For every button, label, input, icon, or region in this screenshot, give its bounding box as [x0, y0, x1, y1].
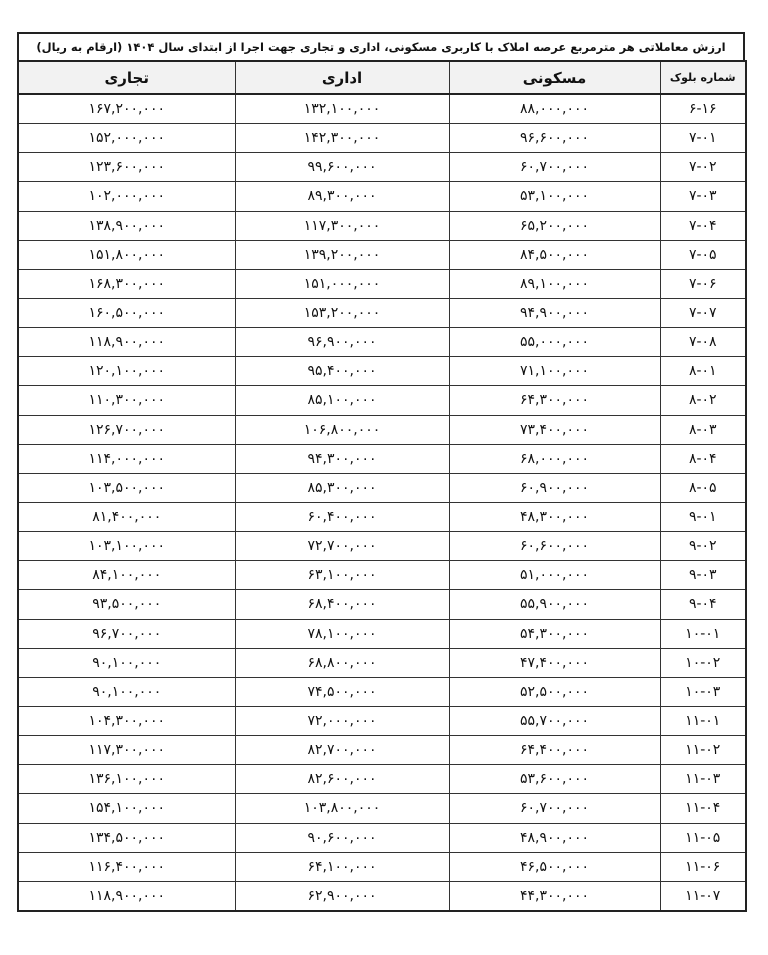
cell-office: ۶۸,۸۰۰,۰۰۰	[235, 648, 449, 677]
cell-residential: ۸۴,۵۰۰,۰۰۰	[449, 240, 660, 269]
cell-residential: ۶۰,۹۰۰,۰۰۰	[449, 473, 660, 502]
cell-commercial: ۹۶,۷۰۰,۰۰۰	[18, 619, 235, 648]
cell-block-number: ۷-۰۱	[660, 124, 746, 153]
cell-commercial: ۱۲۶,۷۰۰,۰۰۰	[18, 415, 235, 444]
cell-office: ۱۰۶,۸۰۰,۰۰۰	[235, 415, 449, 444]
cell-block-number: ۶-۱۶	[660, 94, 746, 124]
cell-block-number: ۹-۰۱	[660, 502, 746, 531]
table-row	[18, 357, 746, 386]
cell-block-number: ۱۰-۰۳	[660, 677, 746, 706]
cell-commercial: ۱۳۸,۹۰۰,۰۰۰	[18, 211, 235, 240]
cell-office: ۸۹,۳۰۰,۰۰۰	[235, 182, 449, 211]
cell-commercial: ۸۴,۱۰۰,۰۰۰	[18, 561, 235, 590]
table-row	[18, 590, 746, 619]
table-row	[18, 561, 746, 590]
cell-residential: ۷۳,۴۰۰,۰۰۰	[449, 415, 660, 444]
table-row	[18, 648, 746, 677]
cell-residential: ۶۰,۷۰۰,۰۰۰	[449, 153, 660, 182]
cell-residential: ۵۱,۰۰۰,۰۰۰	[449, 561, 660, 590]
cell-block-number: ۷-۰۲	[660, 153, 746, 182]
table-row	[18, 386, 746, 415]
cell-block-number: ۷-۰۳	[660, 182, 746, 211]
cell-office: ۱۳۹,۲۰۰,۰۰۰	[235, 240, 449, 269]
cell-commercial: ۱۲۰,۱۰۰,۰۰۰	[18, 357, 235, 386]
cell-commercial: ۱۱۶,۴۰۰,۰۰۰	[18, 852, 235, 881]
cell-commercial: ۱۳۶,۱۰۰,۰۰۰	[18, 765, 235, 794]
cell-office: ۹۹,۶۰۰,۰۰۰	[235, 153, 449, 182]
table-row	[18, 823, 746, 852]
cell-residential: ۴۸,۹۰۰,۰۰۰	[449, 823, 660, 852]
cell-block-number: ۱۱-۰۴	[660, 794, 746, 823]
cell-block-number: ۱۱-۰۱	[660, 706, 746, 735]
cell-residential: ۶۵,۲۰۰,۰۰۰	[449, 211, 660, 240]
cell-office: ۷۲,۰۰۰,۰۰۰	[235, 706, 449, 735]
valuation-sheet	[17, 32, 745, 912]
table-row	[18, 328, 746, 357]
cell-residential: ۹۶,۶۰۰,۰۰۰	[449, 124, 660, 153]
cell-residential: ۵۵,۹۰۰,۰۰۰	[449, 590, 660, 619]
table-row	[18, 736, 746, 765]
cell-commercial: ۱۱۷,۳۰۰,۰۰۰	[18, 736, 235, 765]
table-row	[18, 473, 746, 502]
table-row	[18, 269, 746, 298]
cell-residential: ۸۸,۰۰۰,۰۰۰	[449, 94, 660, 124]
cell-commercial: ۱۶۷,۲۰۰,۰۰۰	[18, 94, 235, 124]
cell-block-number: ۷-۰۶	[660, 269, 746, 298]
cell-commercial: ۱۵۲,۰۰۰,۰۰۰	[18, 124, 235, 153]
table-row	[18, 211, 746, 240]
cell-office: ۱۰۳,۸۰۰,۰۰۰	[235, 794, 449, 823]
cell-office: ۸۲,۷۰۰,۰۰۰	[235, 736, 449, 765]
cell-residential: ۶۰,۶۰۰,۰۰۰	[449, 532, 660, 561]
cell-commercial: ۱۶۸,۳۰۰,۰۰۰	[18, 269, 235, 298]
cell-commercial: ۱۱۸,۹۰۰,۰۰۰	[18, 328, 235, 357]
cell-commercial: ۱۰۲,۰۰۰,۰۰۰	[18, 182, 235, 211]
cell-office: ۱۵۱,۰۰۰,۰۰۰	[235, 269, 449, 298]
cell-commercial: ۱۵۱,۸۰۰,۰۰۰	[18, 240, 235, 269]
cell-block-number: ۹-۰۲	[660, 532, 746, 561]
cell-block-number: ۹-۰۳	[660, 561, 746, 590]
cell-block-number: ۷-۰۷	[660, 298, 746, 327]
cell-residential: ۹۴,۹۰۰,۰۰۰	[449, 298, 660, 327]
cell-commercial: ۱۲۳,۶۰۰,۰۰۰	[18, 153, 235, 182]
table-row	[18, 94, 746, 124]
cell-office: ۹۴,۳۰۰,۰۰۰	[235, 444, 449, 473]
table-row	[18, 677, 746, 706]
table-row	[18, 298, 746, 327]
cell-office: ۱۵۳,۲۰۰,۰۰۰	[235, 298, 449, 327]
cell-block-number: ۸-۰۴	[660, 444, 746, 473]
header-residential: مسکونی	[449, 61, 660, 94]
header-block-number: شماره بلوک	[660, 61, 746, 94]
table-row	[18, 153, 746, 182]
cell-commercial: ۹۳,۵۰۰,۰۰۰	[18, 590, 235, 619]
cell-residential: ۵۳,۶۰۰,۰۰۰	[449, 765, 660, 794]
cell-office: ۶۳,۱۰۰,۰۰۰	[235, 561, 449, 590]
cell-residential: ۵۳,۱۰۰,۰۰۰	[449, 182, 660, 211]
cell-residential: ۴۴,۳۰۰,۰۰۰	[449, 881, 660, 911]
cell-commercial: ۸۱,۴۰۰,۰۰۰	[18, 502, 235, 531]
cell-office: ۷۲,۷۰۰,۰۰۰	[235, 532, 449, 561]
cell-commercial: ۹۰,۱۰۰,۰۰۰	[18, 677, 235, 706]
cell-block-number: ۱۱-۰۷	[660, 881, 746, 911]
cell-office: ۹۵,۴۰۰,۰۰۰	[235, 357, 449, 386]
cell-residential: ۷۱,۱۰۰,۰۰۰	[449, 357, 660, 386]
table-row	[18, 881, 746, 911]
cell-residential: ۸۹,۱۰۰,۰۰۰	[449, 269, 660, 298]
cell-residential: ۵۵,۰۰۰,۰۰۰	[449, 328, 660, 357]
cell-commercial: ۱۱۴,۰۰۰,۰۰۰	[18, 444, 235, 473]
cell-block-number: ۸-۰۲	[660, 386, 746, 415]
cell-residential: ۴۸,۳۰۰,۰۰۰	[449, 502, 660, 531]
cell-block-number: ۷-۰۵	[660, 240, 746, 269]
cell-block-number: ۸-۰۱	[660, 357, 746, 386]
cell-block-number: ۱۱-۰۵	[660, 823, 746, 852]
valuation-table	[17, 60, 747, 912]
cell-office: ۹۰,۶۰۰,۰۰۰	[235, 823, 449, 852]
cell-residential: ۶۴,۳۰۰,۰۰۰	[449, 386, 660, 415]
table-row	[18, 182, 746, 211]
cell-office: ۶۲,۹۰۰,۰۰۰	[235, 881, 449, 911]
cell-residential: ۶۸,۰۰۰,۰۰۰	[449, 444, 660, 473]
cell-block-number: ۷-۰۸	[660, 328, 746, 357]
cell-block-number: ۹-۰۴	[660, 590, 746, 619]
cell-residential: ۴۷,۴۰۰,۰۰۰	[449, 648, 660, 677]
table-row	[18, 502, 746, 531]
header-office: اداری	[235, 61, 449, 94]
cell-block-number: ۸-۰۵	[660, 473, 746, 502]
table-row	[18, 706, 746, 735]
cell-commercial: ۹۰,۱۰۰,۰۰۰	[18, 648, 235, 677]
table-title: ارزش معاملاتی هر مترمربع عرصه املاک با کاربری مسکونی، اداری و تجاری جهت اجرا از ابتدای سال ۱۴۰۴ (ارقام به ریال)	[17, 32, 745, 60]
cell-residential: ۶۴,۴۰۰,۰۰۰	[449, 736, 660, 765]
cell-office: ۶۰,۴۰۰,۰۰۰	[235, 502, 449, 531]
cell-office: ۱۳۲,۱۰۰,۰۰۰	[235, 94, 449, 124]
cell-block-number: ۱۱-۰۲	[660, 736, 746, 765]
cell-residential: ۵۴,۳۰۰,۰۰۰	[449, 619, 660, 648]
cell-block-number: ۷-۰۴	[660, 211, 746, 240]
cell-office: ۶۸,۴۰۰,۰۰۰	[235, 590, 449, 619]
table-row	[18, 619, 746, 648]
cell-commercial: ۱۰۳,۵۰۰,۰۰۰	[18, 473, 235, 502]
cell-block-number: ۱۰-۰۱	[660, 619, 746, 648]
table-row	[18, 765, 746, 794]
cell-commercial: ۱۳۴,۵۰۰,۰۰۰	[18, 823, 235, 852]
cell-office: ۶۴,۱۰۰,۰۰۰	[235, 852, 449, 881]
table-row	[18, 240, 746, 269]
table-row	[18, 794, 746, 823]
cell-office: ۸۵,۳۰۰,۰۰۰	[235, 473, 449, 502]
cell-office: ۷۴,۵۰۰,۰۰۰	[235, 677, 449, 706]
cell-commercial: ۱۶۰,۵۰۰,۰۰۰	[18, 298, 235, 327]
cell-commercial: ۱۱۰,۳۰۰,۰۰۰	[18, 386, 235, 415]
cell-commercial: ۱۱۸,۹۰۰,۰۰۰	[18, 881, 235, 911]
cell-office: ۱۴۲,۳۰۰,۰۰۰	[235, 124, 449, 153]
cell-residential: ۵۲,۵۰۰,۰۰۰	[449, 677, 660, 706]
header-commercial: تجاری	[18, 61, 235, 94]
cell-block-number: ۸-۰۳	[660, 415, 746, 444]
table-row	[18, 852, 746, 881]
cell-office: ۸۲,۶۰۰,۰۰۰	[235, 765, 449, 794]
table-row	[18, 444, 746, 473]
cell-block-number: ۱۰-۰۲	[660, 648, 746, 677]
table-row	[18, 124, 746, 153]
cell-office: ۱۱۷,۳۰۰,۰۰۰	[235, 211, 449, 240]
header-row	[18, 61, 746, 94]
cell-residential: ۶۰,۷۰۰,۰۰۰	[449, 794, 660, 823]
cell-residential: ۴۶,۵۰۰,۰۰۰	[449, 852, 660, 881]
cell-commercial: ۱۰۴,۳۰۰,۰۰۰	[18, 706, 235, 735]
cell-office: ۸۵,۱۰۰,۰۰۰	[235, 386, 449, 415]
cell-office: ۷۸,۱۰۰,۰۰۰	[235, 619, 449, 648]
cell-commercial: ۱۰۳,۱۰۰,۰۰۰	[18, 532, 235, 561]
cell-block-number: ۱۱-۰۶	[660, 852, 746, 881]
cell-residential: ۵۵,۷۰۰,۰۰۰	[449, 706, 660, 735]
cell-commercial: ۱۵۴,۱۰۰,۰۰۰	[18, 794, 235, 823]
table-row	[18, 532, 746, 561]
cell-office: ۹۶,۹۰۰,۰۰۰	[235, 328, 449, 357]
cell-block-number: ۱۱-۰۳	[660, 765, 746, 794]
table-row	[18, 415, 746, 444]
